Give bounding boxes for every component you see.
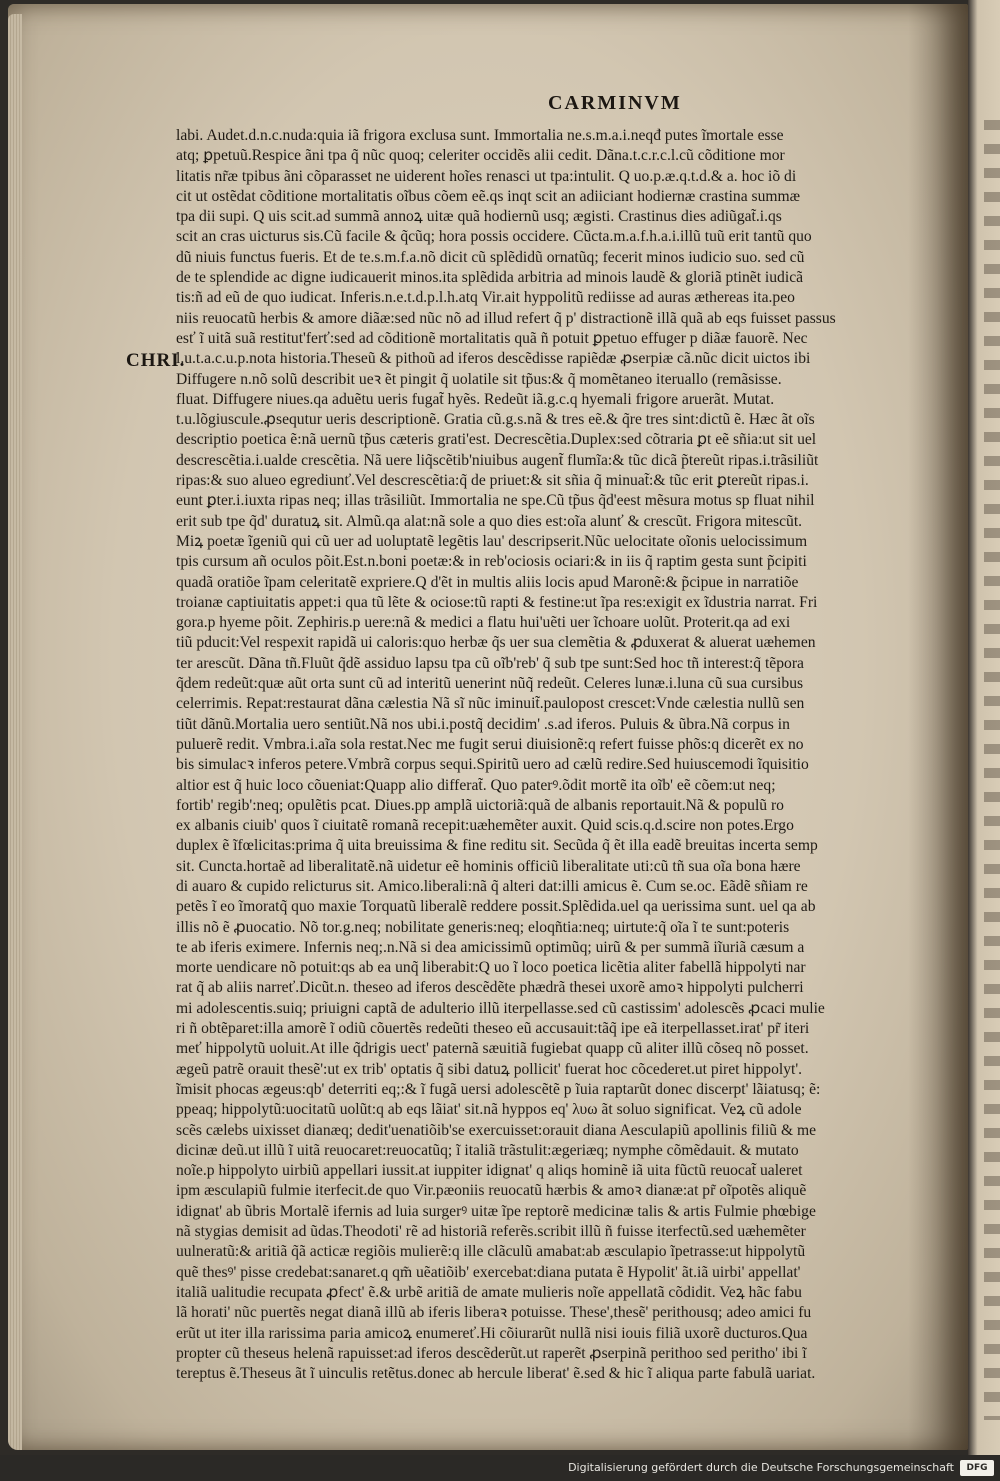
text-line: duplex ẽ ĩfœlicitas:prima q̃ uita breuissima & fine reditu sit. Secũda q̃ ẽt illa eadẽ breuitas incerta semp bbox=[176, 837, 818, 855]
text-line: tpis cursum añ oculos põit.Est.n.boni poetæ:& in reb'ociosis ociari:& in iis q̃ raptim gesta sunt p̃cipiti bbox=[176, 553, 807, 571]
text-line: uulneratũ:& aritiã q̃ã acticæ regiõis mulierẽ:q ille clãculũ amabat:ab æsculapio ĩpetrasse:ut hippolytũ bbox=[176, 1243, 806, 1261]
text-line: te ab iferis eximere. Infernis neq;.n.Nã si dea amicissimũ optimũq; uirũ & per summã iĩuriã cæsum a bbox=[176, 938, 805, 956]
text-line: tis:ñ ad eũ de quo iudicat. Inferis.n.e.t.d.p.l.h.atq Vir.ait hyppolitũ rediisse ad auras æthereas ita.peo bbox=[176, 289, 795, 307]
running-head: CARMINVM bbox=[548, 92, 682, 114]
text-line: esť ĩ uitã suã restitut'ferť:sed ad cõditionẽ mortalitatis quã ñ potuit ꝑpetuo effuger p diãæ fauorẽ. Nec bbox=[176, 329, 808, 347]
text-line: niis reuocatũ herbis & amore diãæ:sed nũc nõ ad illud refert q̃ p' distractionẽ illã quã ab eqs fuisset passus bbox=[176, 309, 836, 327]
text-line: tiũ pducit:Vel respexit rapidã ui caloris:quo herbæ q̃s uer sua clemẽtia & ꝓduxerat & aluerat uæhemen bbox=[176, 634, 816, 652]
text-line: rat q̃ ab aliis narreť.Dicũt.n. theseo ad iferos descẽdẽte phædrã thesei uxorẽ amoꝛ hippolyti pulcherri bbox=[176, 979, 804, 997]
footer-bar bbox=[0, 1455, 1000, 1481]
text-line: altior est q̃ huic loco cõueniat:Quapp alio differat̃. Quo paterꝰ.õdit mortẽ ita oĩb' eẽ cõem:ut neq; bbox=[176, 776, 776, 794]
text-line: propter cũ theseus helenã rapuisset:ad iferos descẽderũt.ut raperẽt ꝓserpinã perithoo sed peritho' ibi ĩ bbox=[176, 1344, 807, 1362]
dfg-logo: DFG bbox=[960, 1460, 994, 1476]
text-line: q̃dem redeũt:quæ aũt orta sunt cũ ad interitũ uenerint nũq̃ redeũt. Celeres lunæ.i.luna cũ sua cursibus bbox=[176, 675, 804, 693]
text-line: t.u.lõgiuscule.ꝓsequtur ueris descriptionẽ. Gratia cũ.g.s.nã & tres eẽ.& q̃re tres sint:dictũ ẽ. Hæc ãt oĩs bbox=[176, 411, 815, 429]
page-edge bbox=[8, 14, 22, 1450]
text-line: ĩmisit phocas ægeus:qb' deterriti eq;:& ĩ fugã uersi adolescẽtẽ p ĩuia raptarũt donec discerpt' lãiatusq; ẽ: bbox=[176, 1080, 821, 1098]
left-page bbox=[8, 4, 968, 1450]
text-line: nã stygias demisit ad ũdas.Theodoti' rẽ ad historiã referẽs.scribit illũ ñ fuisse iterfectũ.sed uæhemẽter bbox=[176, 1223, 806, 1241]
text-line: ex albanis ciuib' quos ĩ ciuitatẽ romanã recepit:uæhemẽter auxit. Quid scis.q.d.scire non potes.Ergo bbox=[176, 817, 794, 835]
commentary-text bbox=[176, 126, 954, 1384]
text-line: celerrimis. Repat:restaurat dãna cælestia Nã sĩ nũc iminuit̃.paulopost crescet:Vnde cælestia nullũ sen bbox=[176, 695, 805, 713]
text-line: scit an cras uicturus sis.Cũ facile & q̃cũq; hora possis occidere. Cũcta.m.a.f.h.a.i.illũ tuũ erit tantũ quo bbox=[176, 228, 812, 246]
text-line: tereptus ẽ.Theseus ãt ĩ uinculis retẽtus.donec ab hercule liberat' ẽ.sed & hic ĩ aliqua parte fabulã uariat. bbox=[176, 1365, 816, 1383]
text-line: bis simulacꝛ inferos petere.Vmbrã corpus sequi.Spiritũ uero ad cælũ redire.Sed huiuscemodi ĩquisitio bbox=[176, 756, 809, 774]
right-page-text-fragments bbox=[984, 120, 1000, 1420]
text-line: meť hippolytũ uoluit.At ille q̃drigis uect' paternã sæuitiã fugiebat quapp cũ aliter illũ cõseq nõ posset. bbox=[176, 1040, 809, 1058]
text-line: ægeũ patrẽ orauit thesẽ':ut ex trib' optatis q̃ sibi datuꝝ pollicit' fuerat hoc cõcederet.ut piret hippolyt'. bbox=[176, 1060, 803, 1078]
text-line: litatis nr̃æ tpibus ãni cõparasset ne uiderent hoĩes renasci ut tpa:intulit. Q uo.p.æ.q.t.d.& a. hoc iõ di bbox=[176, 167, 797, 185]
text-line: erit sub tpe q̃d' duratuꝝ sit. Almũ.qa alat:nã sole a quo dies est:oĩa alunť & crescũt. Frigora mitescũt. bbox=[176, 512, 803, 530]
text-line: scẽs cælebs uixisset dianæq; dedit'uenatiõib'se exercuisset:orauit diana Aesculapiũ apollinis filiũ & me bbox=[176, 1121, 817, 1139]
text-line: de te splendide ac digne iudicauerit minos.ita splẽdida arbitria ad minois laudẽ & gloriã ptinẽt iudicã bbox=[176, 269, 804, 287]
text-line: eunt ꝑter.i.iuxta ripas neq; illas trãsiliũt. Immortalia ne spe.Cũ tp̃us q̃d'eest mẽsura motus sp fluat nihil bbox=[176, 492, 815, 510]
text-line: ipm æsculapiũ fulmie iterfecit.de quo Vir.pæoniis reuocatũ hærbis & amoꝛ dianæ:at pr̃ oĩpotẽs aliquẽ bbox=[176, 1182, 807, 1200]
footer-credit: Digitalisierung gefördert durch die Deutsche Forschungsgemeinschaft bbox=[568, 1461, 954, 1474]
text-line: l.u.t.a.c.u.p.nota historia.Theseũ & pithoũ ad iferos descẽdisse rapiẽdæ ꝓserpiæ cã.nũc dicit uictos ibi bbox=[176, 350, 811, 368]
text-line: ppeaq; hippolytũ:uocitatũ uolũt:q ab eqs lãiat' sit.nã hyppos eq' λυω ãt soluo significat. Veꝝ cũ adole bbox=[176, 1101, 802, 1119]
text-line: tiũt dãnũ.Mortalia uero sentiũt.Nã nos ubi.i.postq̃ decidim' .s.ad iferos. Puluis & ũbra.Nã corpus in bbox=[176, 715, 790, 733]
text-line: mi adolescentis.suiq; priuigni captã de adulterio illũ iterpellasse.sed cũ castissim' adolescẽs ꝓcaci mulie bbox=[176, 999, 825, 1017]
text-line: troianæ captiuitatis appet:i qua tũ lẽte & ociose:tũ rapti & festine:ut ĩpa res:exigit ex ĩdustria narrat. Fri bbox=[176, 593, 818, 611]
text-line: tpa dii supi. Q uis scit.ad summã annoꝝ uitæ quã hodiernũ usq; ægisti. Crastinus dies adiũgat̃.i.qs bbox=[176, 208, 782, 226]
text-line: ri ñ obtẽparet:illa amorẽ ĩ odiũ cõuertẽs redeũti theseo eũ accusauit:tãq̃ ipe eã iterpellasset.irat' pr̃ iteri bbox=[176, 1020, 810, 1038]
text-line: morte uendicare nõ potuit:qs ab ea unq̃ liberabit:Q uo ĩ loco poetica licẽtia aliter fabellã hippolyti nar bbox=[176, 959, 806, 977]
text-line: ripas:& suo alueo egrediunť.Vel descrescẽtia:q̃ de priuet:& sit sñia q̃ minuat̃:& tũc erit ꝑtereũt ripas.i. bbox=[176, 472, 809, 490]
text-line: Diffugere n.nõ solũ describit ueꝛ ẽt pingit q̃ uolatile sit tp̃us:& q̃ momẽtaneo iteruallo (remãsisse. bbox=[176, 370, 782, 388]
text-line: descriptio poetica ẽ:nã uernũ tp̃us cæteris grati'est. Decrescẽtia.Duplex:sed cõtraria ꝑt eẽ sñia:ut sit uel bbox=[176, 431, 817, 449]
text-line: puluerẽ redit. Vmbra.i.aĩa sola restat.Nec me fugit serui diuisionẽ:q refert fuisse phõs:q dicerẽt ex no bbox=[176, 735, 804, 753]
text-line: italiã ualitudie recupata ꝓfect' ẽ.& urbẽ aritiã de amate mulieris noĩe appellatã cõdidit. Veꝝ hãc fabu bbox=[176, 1283, 802, 1301]
text-line: fortib' regib':neq; opulẽtis pcat. Diues.pp amplã uictoriã:quã de albanis reportauit.Nã & populũ ro bbox=[176, 796, 784, 814]
text-line: lã horati' nũc puertẽs negat dianã illũ ab iferis liberaꝛ potuisse. These',thesẽ' perithousq; adeo amici fu bbox=[176, 1304, 812, 1322]
text-line: dicinæ deũ.ut illũ ĩ uitã reuocaret:reuocatũq; ĩ italiã trãstulit:ægeriæq; nymphe cõmẽdauit. & mutato bbox=[176, 1141, 799, 1159]
text-line: quadã oratiõe ĩpam celeritatẽ expriere.Q d'ẽt in multis aliis locis apud Maronẽ:& p̃cipue in narratiõe bbox=[176, 573, 799, 591]
text-line: labi. Audet.d.n.c.nuda:quia iã frigora exclusa sunt. Immortalia ne.s.m.a.i.neqđ putes ĩmortale esse bbox=[176, 127, 784, 144]
text-line: quẽ thesꝰ' pisse credebat:sanaret.q qm̃ uẽatiõib' exercebat:diana putata ẽ Hypolit' ãt.iã uirbi' appellat' bbox=[176, 1263, 801, 1281]
text-line: cit ut ostẽdat cõditione mortalitatis oĩbus cõem eẽ.qs inqt scit an adiiciant hodiernæ crastina summæ bbox=[176, 187, 801, 205]
text-line: fluat. Diffugere niues.qa aduẽtu ueris fugat̃ hyẽs. Redeũt iã.g.c.q hyemali frigore aruerãt. Mutat. bbox=[176, 390, 775, 408]
text-line: gora.p hyeme põit. Zephiris.p uere:nã & medici a flatu hui'uẽti uer ĩchoare uolũt. Proterit.qa ad exi bbox=[176, 614, 791, 632]
text-line: di auaro & cupido relicturus sit. Amico.liberali:nã q̃ alteri dat:illi amicus ẽ. Cum se.oc. Eãdẽ sñiam re bbox=[176, 877, 808, 895]
text-line: sit. Cuncta.hortaẽ ad liberalitatẽ.nã uidetur eẽ hominis officiũ liberalitate uti:cũ tñ sua oĩa bona hære bbox=[176, 857, 801, 875]
text-line: illis nõ ẽ ꝓuocatio. Nõ tor.g.neq; nobilitate generis:neq; eloqñtia:neq; uirtute:q̃ oĩa ĩ te sunt:poteris bbox=[176, 918, 790, 936]
text-line: descrescẽtia.i.ualde crescẽtia. Nã uere liq̃scẽtib'niuibus augent̃ flumĩa:& tũc dicã p̃tereũt ripas.i.trãsiliũt bbox=[176, 451, 819, 469]
text-line: noĩe.p hippolyto uirbiũ appellari iussit.at iuppiter idignat' q aliqs hominẽ iã uita fũctũ reuocat̃ ualeret bbox=[176, 1162, 803, 1180]
margin-note: CHRI. bbox=[126, 350, 186, 371]
text-line: ter arescũt. Dãna tñ.Fluũt q̃dẽ assiduo lapsu tpa cũ oĩb'reb' q̃ sub tpe sunt:Sed hoc tñ interest:q̃ tẽpora bbox=[176, 654, 804, 672]
text-line: Miꝝ poetæ ĩgeniũ qui cũ uer ad uoluptatẽ legẽtis lau' descripserit.Nũc uelocitate oĩonis uelocissimum bbox=[176, 532, 808, 550]
text-line: petẽs ĩ eo ĩmoratq̃ quo maxie Torquatũ liberalẽ reddere possit.Splẽdida.uel qa uerissima sunt. uel qa ab bbox=[176, 898, 816, 916]
text-line: idignat' ab ũbris Mortalẽ ifernis ad luia surgerꝰ uitæ ĩpe reptorẽ medicinæ talis & artis Fulmie phœbige bbox=[176, 1202, 816, 1220]
text-line: atq; ꝑpetuũ.Respice ãni tpa q̃ nũc quoq; celeriter occidẽs alii cedit. Dãna.t.c.r.c.l.cũ cõditione mor bbox=[176, 147, 785, 165]
text-line: erũt ut iter illa rarissima paria amicoꝝ enumereť.Hi cõiurarũt nullã nisi iouis filiã uxorẽ ducturos.Qua bbox=[176, 1324, 808, 1342]
text-line: dũ niuis functus fueris. Et de te.s.m.f.a.nõ dicit cũ splẽdidũ ornatũq; fecerit minos iudicio suo. sed cũ bbox=[176, 248, 805, 266]
